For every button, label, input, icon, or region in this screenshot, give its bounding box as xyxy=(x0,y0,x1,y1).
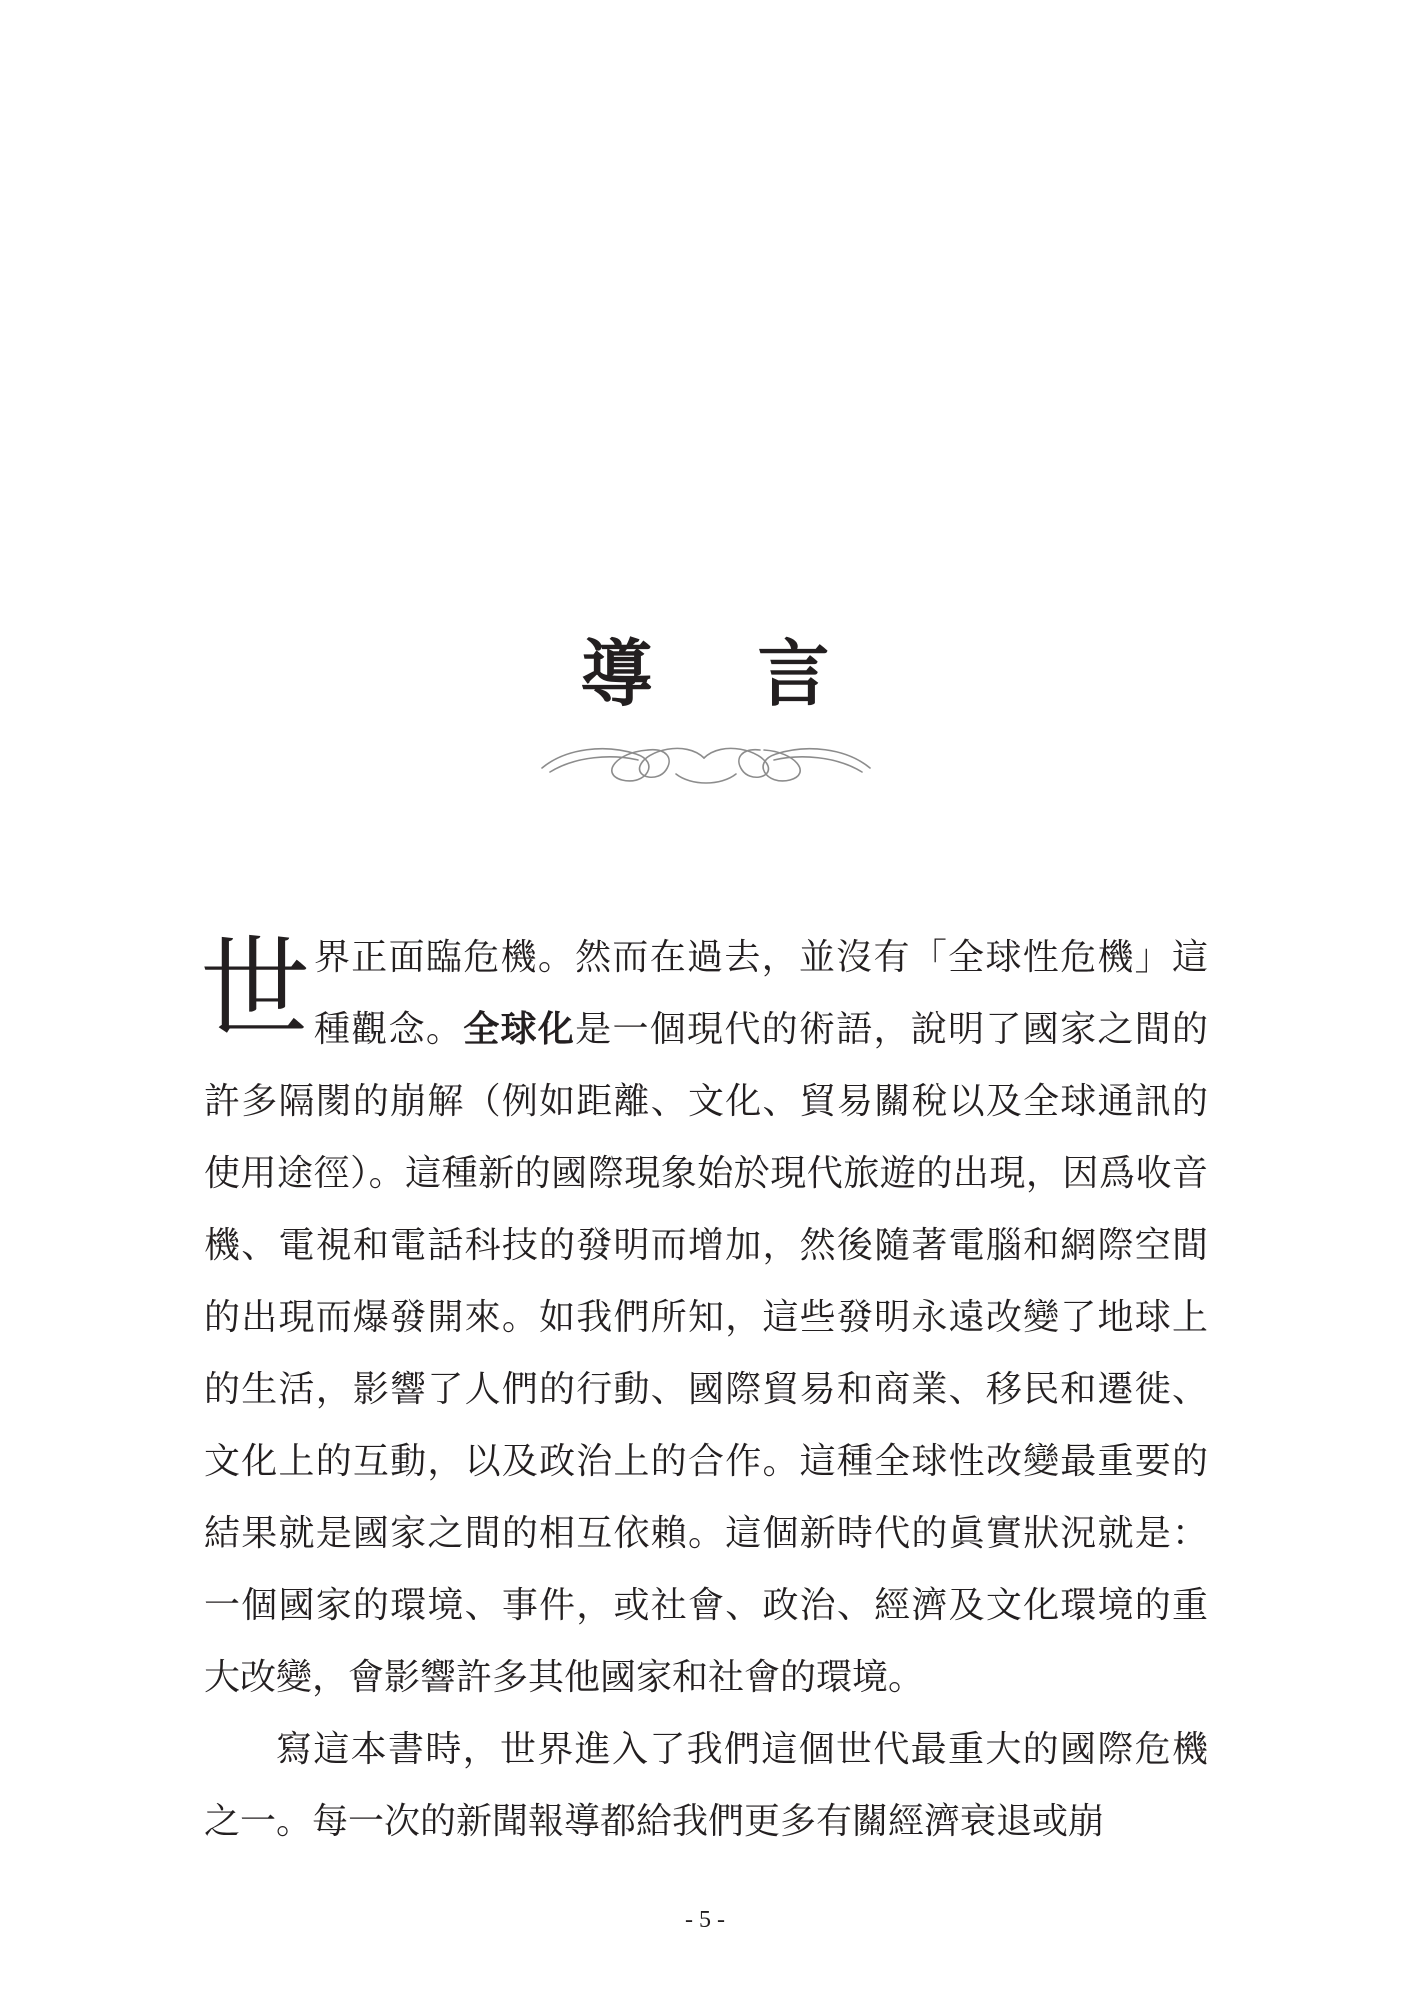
chapter-title: 導 言 xyxy=(580,631,870,717)
drop-cap: 世 xyxy=(200,925,310,1053)
paragraph-1-text-a: 界正面臨危機。然而在過去，並沒有「全球性危機」這種觀念。 xyxy=(314,937,1208,1050)
paragraph-1-text-b: 是一個現代的術語，說明了國家之間的許多隔閡的崩解（例如距離、文化、貿易關稅以及全球通訊的使用途徑）。這種新的國際現象始於現代旅遊的出現，因爲收音機、電視和電話科技的發明而增加，然後隨著電腦和網際空間的出現而爆發開來。如我們所知，這些發明永遠改變了地球上的生活，影響了人們的行動、國際貿易和商業、移民和遷徙、文化上的互動，以及政治上的合作。這種全球性改變最重要的結果就是國家之間的相互依賴。這個新時代的眞實狀況就是：一個國家的環境、事件，或社會、政治、經濟及文化環境的重大改變，會影響許多其他國家和社會的環境。 xyxy=(204,1009,1208,1698)
page-number: - 5 - xyxy=(685,1907,725,1933)
body-text xyxy=(200,922,1208,1858)
bold-term-globalization: 全球化 xyxy=(463,1009,576,1050)
paragraph-1 xyxy=(200,922,1208,1714)
flourish-ornament-icon xyxy=(536,728,876,798)
paragraph-2: 寫這本書時，世界進入了我們這個世代最重大的國際危機之一。每一次的新聞報導都給我們更多有關經濟衰退或崩 xyxy=(204,1729,1208,1842)
